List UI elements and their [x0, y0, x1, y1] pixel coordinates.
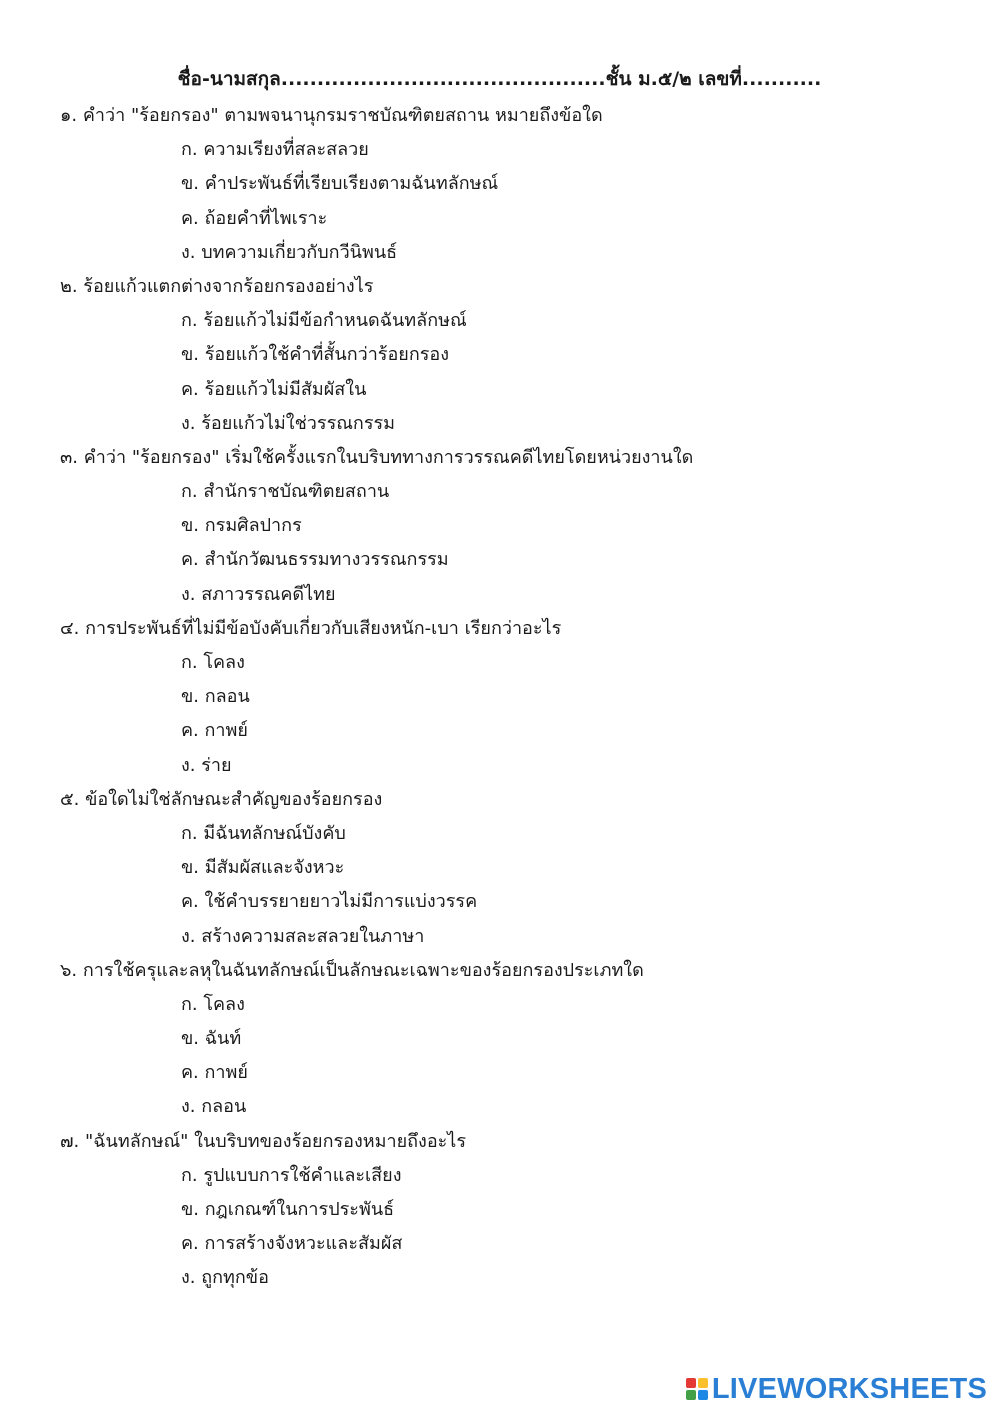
answer-option[interactable]: ค. ใช้คำบรรยายยาวไม่มีการแบ่งวรรค	[181, 891, 478, 913]
question-text: ๒. ร้อยแก้วแตกต่างจากร้อยกรองอย่างไร	[60, 275, 374, 297]
question-4	[60, 612, 980, 783]
answer-option[interactable]: ง. ถูกทุกข้อ	[181, 1267, 269, 1289]
question-text: ๑. คำว่า "ร้อยกรอง" ตามพจนานุกรมราชบัณฑิตยสถาน หมายถึงข้อใด	[60, 105, 603, 126]
answer-option[interactable]: ง. ร้อยแก้วไม่ใช่วรรณกรรม	[181, 412, 396, 434]
question-text: ๗. "ฉันทลักษณ์" ในบริบทของร้อยกรองหมายถึงอะไร	[60, 1130, 467, 1152]
answer-option[interactable]: ข. มีสัมผัสและจังหวะ	[181, 857, 345, 879]
question-text: ๖. การใช้ครุและลหุในฉันทลักษณ์เป็นลักษณะเฉพาะของร้อยกรองประเภทใด	[60, 959, 644, 981]
question-text: ๔. การประพันธ์ที่ไม่มีข้อบังคับเกี่ยวกับเสียงหนัก-เบา เรียกว่าอะไร	[60, 617, 562, 639]
answer-option[interactable]: ก. สำนักราชบัณฑิตยสถาน	[181, 481, 390, 503]
answer-option[interactable]: ค. สำนักวัฒนธรรมทางวรรณกรรม	[181, 549, 449, 571]
answer-option[interactable]: ข. ร้อยแก้วใช้คำที่สั้นกว่าร้อยกรอง	[181, 344, 449, 366]
liveworksheets-logo-icon	[686, 1378, 708, 1400]
answer-option[interactable]: ค. การสร้างจังหวะและสัมผัส	[181, 1233, 403, 1255]
question-list	[60, 99, 980, 1296]
answer-option[interactable]: ข. คำประพันธ์ที่เรียบเรียงตามฉันทลักษณ์	[181, 173, 499, 195]
logo-square	[698, 1390, 708, 1400]
answer-option[interactable]: ข. กฎเกณฑ์ในการประพันธ์	[181, 1199, 395, 1220]
answer-option[interactable]: ก. ความเรียงที่สละสลวย	[181, 139, 369, 161]
answer-option[interactable]: ค. กาพย์	[181, 1062, 248, 1084]
logo-square	[698, 1378, 708, 1388]
logo-square	[686, 1378, 696, 1388]
answer-option[interactable]: ค. ถ้อยคำที่ไพเราะ	[181, 207, 328, 229]
answer-option[interactable]: ก. ร้อยแก้วไม่มีข้อกำหนดฉันทลักษณ์	[181, 310, 467, 332]
question-text: ๓. คำว่า "ร้อยกรอง" เริ่มใช้ครั้งแรกในบริบททางการวรรณคดีไทยโดยหน่วยงานใด	[60, 446, 694, 468]
answer-option[interactable]: ง. สร้างความสละสลวยในภาษา	[181, 925, 425, 947]
question-6	[60, 954, 980, 1125]
answer-option[interactable]: ง. บทความเกี่ยวกับกวีนิพนธ์	[181, 241, 398, 263]
logo-square	[686, 1390, 696, 1400]
answer-option[interactable]: ข. ฉันท์	[181, 1028, 242, 1050]
brand-name: LIVEWORKSHEETS	[711, 1372, 987, 1405]
student-info-header: ชื่อ-นามสกุล.............................................ชั้น ม.๕/๒ เลขที่...........	[177, 68, 822, 90]
answer-option[interactable]: ก. โคลง	[181, 993, 245, 1015]
answer-option[interactable]: ง. สภาวรรณคดีไทย	[181, 583, 336, 605]
question-5	[60, 783, 980, 954]
question-text: ๕. ข้อใดไม่ใช่ลักษณะสำคัญของร้อยกรอง	[60, 788, 383, 810]
question-3	[60, 441, 980, 612]
answer-option[interactable]: ง. ร่าย	[181, 754, 232, 776]
question-1	[60, 99, 980, 270]
question-7	[60, 1125, 980, 1296]
answer-option[interactable]: ก. รูปแบบการใช้คำและเสียง	[181, 1164, 402, 1186]
answer-option[interactable]: ก. โคลง	[181, 652, 245, 673]
answer-option[interactable]: ก. มีฉันทลักษณ์บังคับ	[181, 822, 346, 844]
answer-option[interactable]: ง. กลอน	[181, 1096, 247, 1118]
answer-option[interactable]: ข. กลอน	[181, 686, 250, 708]
liveworksheets-brand	[686, 1372, 987, 1406]
answer-option[interactable]: ค. ร้อยแก้วไม่มีสัมผัสใน	[181, 378, 367, 400]
answer-option[interactable]: ค. กาพย์	[181, 720, 248, 742]
question-2	[60, 270, 980, 441]
answer-option[interactable]: ข. กรมศิลปากร	[181, 515, 302, 537]
